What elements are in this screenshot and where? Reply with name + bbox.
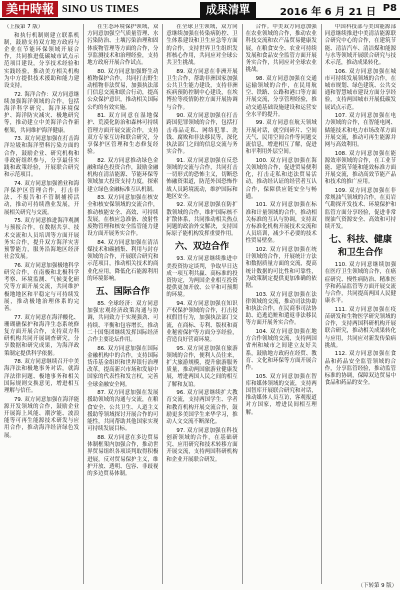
paragraph: 88. 双方同意在多边贸易体制框架内加强合作，推动世界贸易组织各项谈判取得积极进展，反对贸易保护主义，维护开放、透明、包容、非歧视的多边贸易体制。 [87, 434, 159, 477]
section-heading: 七、科技、健康和卫生合作 [328, 235, 392, 259]
paragraph: 85. 全球经济：双方同意加强宏观经济政策沟通与协调，共同致力于实现强劲、可持续、平衡和包容增长，推动二十国集团继续发挥国际经济合作主要论坛作用。 [87, 301, 159, 344]
paragraph: 91. 双方同意加强在反恐领域的交流与合作，共同打击一切形式的恐怖主义，切断恐怖融资渠道，防范外国恐怖作战人员跨境流动，维护国际和地区安全。 [166, 157, 238, 200]
paragraph: 86. 双方同意加强在国际金融机构中的合作，支持国际货币基金组织和世界银行治理改革，提高新兴市场和发展中国家的代表性和发言权，完善全球金融安全网。 [87, 345, 159, 388]
paragraph: 101. 双方同意加强在标准和计量领域的合作，推动相关标准的互认与协调，支持双方标准化机构开展技术交流和人员培训，减少不必要的技术性贸易壁垒。 [245, 202, 317, 245]
paragraph: 98. 双方同意加强在交通运输领域的合作，在民用航空、铁路、公路和港口等方面开展交流，分享管理经验，推动交通基础设施建设和运营安全水平的提升。 [245, 75, 317, 118]
paragraph: 82. 双方同意推动绿色金融和绿色投资合作，鼓励金融机构在清洁能源、节能环保等领域加大投资支持力度，探索建立绿色金融标准互认机制。 [87, 157, 159, 193]
paragraph: 90. 双方同意加强在打击跨国犯罪领域的合作，包括打击毒品走私、网络犯罪、洗钱、腐败和非法移民等，深化执法部门之间的信息交流与务实合作。 [166, 113, 238, 156]
paragraph: 104. 双方同意加强在地方合作领域的交流，支持两国省州和城市之间建立友好关系，鼓励地方政府在经贸、教育、文化和环保等方面开展合作。 [245, 329, 317, 372]
paragraph: 81. 双方同意在湿地保护、荒漠化防治和森林可持续管理方面开展交流合作，支持双方专家互访和联合研究，分享保护区管理和生态修复经验。 [87, 113, 159, 156]
issue-date: 2016 年 6 月 21 日 [279, 7, 376, 18]
article-columns [4, 24, 396, 584]
paragraph: 77. 双方同意在海洋酸化、珊瑚礁保护和海洋生态系统修复方面开展合作，支持双方科研机构共同开展调查研究，分享数据和研究成果，为海洋政策制定提供科学依据。 [4, 314, 80, 357]
paragraph: 99. 双方同意在航天领域开展对话，就空间碎片、空间天气、民用空间合作等问题交流信息，增进相互了解，促进和平利用外层空间。 [245, 120, 317, 156]
paragraph: 73. 双方同意加强在打击海洋垃圾和海洋塑料污染方面的合作，鼓励企业、研究机构和非政府组织参与，分享最佳实践和政策经验，开展联合研究和示范项目。 [4, 136, 80, 179]
text-column [162, 24, 237, 584]
section-heading: 五、国际合作 [95, 287, 150, 298]
text-column [321, 24, 396, 584]
page-number: P8 [382, 3, 397, 14]
paragraph: 108. 双方同意加强在能源效率领域的合作，在工业节能、建筑节能和能效标准方面开展交流，推动高效节能产品和技术的推广应用。 [324, 150, 396, 186]
text-column [4, 24, 79, 584]
paragraph: 109. 双方同意加强在非常规油气领域的合作，在页岩气勘探开发技术、环境保护和监管方面分享经验，促进非常规油气资源安全、高效和可持续开发。 [324, 188, 396, 231]
paragraph: 中国科技部与美国能源部同意继续推进中美清洁能源联合研究中心的合作，在建筑节能、清洁汽车、清洁煤和能源与水等领域开展联合研究与技术示范，推动成果转化。 [324, 24, 396, 67]
paragraph: 合作。中美双方同意加强在农业领域的合作，推动农业科技交流和农产品贸易健康发展，在粮食安全、农业可持续发展和食品安全监管方面开展务实合作，共同应对全球农业挑战。 [245, 24, 317, 74]
section-heading: 六、双边合作 [174, 242, 229, 253]
paragraph: 105. 双方同意加强在智库和媒体领域的交流，支持两国智库开展联合研究和对话，推动媒体人员互访，客观报道对方国家，增进民间相互理解。 [245, 373, 317, 416]
paragraph: 110. 双方同意继续加强在医疗卫生领域的合作，在癌症研究、慢性病防治、精准医学和药品监管等方面开展交流与合作，共同提高两国人民健康水平。 [324, 262, 396, 305]
paragraph: 102. 双方同意加强在统计领域的合作，开展统计方法和数据质量方面的交流，提高统计数据的可比性和可靠性，为政策制定提供更加准确的依据。 [245, 247, 317, 290]
paragraph: 72. 海洋合作：双方同意继续加强海洋领域的合作，包括海洋科学研究、海洋环境保护、海洋防灾减灾、极地研究等，推动建立中美海洋合作新框架，共同维护海洋健康。 [4, 91, 80, 134]
paragraph: 103. 双方同意加强在法律领域的交流，推动司法协助和执法合作，在民商事司法协助、追逃追赃和遣返非法移民等方面开展务实合作。 [245, 291, 317, 327]
paragraph: 79. 双方同意加强在海洋能源开发领域的合作，鼓励企业开展海上风能、潮汐能、波浪能等可再生能源技术研发与应用合作，推动海洋经济绿色发展。 [4, 396, 80, 439]
paragraph: 78. 双方同意继续召开中美海洋法和极地事务对话，就海洋法律问题、极地事务和相关国际规则交换意见，增进相互理解与信任。 [4, 359, 80, 395]
text-column [83, 24, 158, 584]
paragraph: 75. 双方同意推进海洋观测与预报合作，在数据共享、技术交流和人员培训等方面开展务实合作，提升双方海洋灾害预警能力，服务沿海地区经济社会发展。 [4, 218, 80, 261]
paragraph: 在全球卫生领域，双方同意继续加强在传染病防控、卫生体系建设和卫生应急等方面的合作，支持世界卫生组织发挥核心作用，共同应对全球公共卫生挑战。 [166, 24, 238, 67]
paragraph: 80. 双方同意加强野生动植物保护合作，共同打击野生动植物非法贸易，加强执法部门信息交流和联合行动，提高公众保护意识，推动相关国际公约的有效实施。 [87, 68, 159, 111]
paragraph: 94. 双方同意加强在知识产权保护领域的合作，打击侵权假冒行为，加强执法部门交流，在商标、专利、版权和商业秘密保护等方面分享经验，营造良好营商环境。 [166, 301, 238, 344]
paragraph: 95. 双方同意加强在旅游领域的合作，便利人员往来，扩大旅游规模，提升旅游服务质量，推动两国旅游业健康发展，增进两国人民之间的相互了解和友谊。 [166, 345, 238, 388]
paragraph: 107. 双方同意加强在电力领域的合作，在智能电网、储能技术和电力市场改革方面开展交流，推动可再生能源并网与高效利用。 [324, 113, 396, 149]
paragraph: 76. 双方同意加强极地科学研究合作，在南极和北极科学考察、环境监测、气候变化研究等方面开展交流，共同维护极地地区和平稳定与可持续发展，推动极地治理体系的完善。 [4, 262, 80, 313]
newspaper-logo: 美中時報 [2, 1, 58, 17]
paragraph: 74. 双方同意加强渔业和海洋保护区管理合作，打击非法、不报告和不管制捕捞活动，推动可持续渔业发展，开展相关研究与交流。 [4, 180, 80, 216]
paragraph: 100. 双方同意加强在海关领域的合作，促进贸易便利化，打击走私和违法贸易活动，推动经认证的经营者互认合作，保障供应链安全与畅通。 [245, 157, 317, 200]
paragraph: 106. 双方同意加强在城市可持续发展领域的合作，在城市规划、绿色建筑、公共交通和智慧城市建设方面分享经验，支持两国城市开展低碳发展试点示范。 [324, 68, 396, 111]
paragraph: 83. 双方同意加强在核安全和核安保领域的交流合作，推动核能安全、高效、可持续发展，在核应急准备、放射性废物管理和核安全监管能力建设方面开展务实合作。 [87, 195, 159, 238]
paragraph: 112. 双方同意加强在食品和药品安全监管领域的合作，分享监管经验，推动监管标准的协调，保障双边贸易中食品和药品的安全。 [324, 351, 396, 387]
text-column [242, 24, 317, 584]
newspaper-name-en: SINO US TIMES [62, 3, 139, 15]
paragraph: 84. 双方同意加强在清洁煤技术和碳捕集、利用与封存领域的合作，开展联合研究和示范项目，推动相关技术的商业化应用，降低化石能源利用的环境影响。 [87, 239, 159, 282]
paragraph: 92. 双方同意加强在防扩散领域的合作，维护国际核不扩散体系，共同推动相关热点问题的政治外交解决，支持国际原子能机构发挥重要作用。 [166, 202, 238, 238]
paragraph: 97. 双方同意加强在科技创新领域的合作，在基础研究、应用研究和技术转移方面开展交流，支持两国科研机构和企业开展联合研发。 [166, 427, 238, 463]
paragraph: （上接第 7 版） [4, 24, 44, 30]
masthead [0, 0, 400, 20]
section-title: 成果清單 [200, 2, 256, 18]
paragraph: 89. 双方同意在非洲开展卫生合作，帮助非洲国家加强公共卫生能力建设，支持非洲疾病预防控制中心建设，在埃博拉等疫情防控方面开展协调与合作。 [166, 68, 238, 111]
paragraph: 96. 双方同意继续扩大教育交流，支持两国学生、学者和教育机构开展交流合作，鼓励更多美国学生来华学习，推动人文交流不断深化。 [166, 390, 238, 426]
paragraph: 87. 双方同意加强在发展援助领域的沟通与交流，在粮食安全、公共卫生、人道主义援助等领域探讨开展合作的可能性，共同帮助其他国家实现可持续发展目标。 [87, 390, 159, 433]
paragraph: 93. 双方同意继续推进中美投资协定谈判，争取早日达成一项互利共赢、高标准的投资协定，为两国企业相互投资提供更加开放、公平和可预期的环境。 [166, 256, 238, 299]
paragraph: 在生态环境保护领域，双方同意加强空气质量管理、水污染防治、土壤污染治理和固体废物管理等方面的合作，分享监测技术和治理经验，支持地方政府开展合作试点。 [87, 24, 159, 67]
paragraph: 和执行机制则建立联系机制，鼓励支持双方地方政府与企业在节能环保领域开展合作，共同推进低碳城市试点示范项目建设，分享技术经验和实践经验，推动美方相关机构为中方提供技术援助和能力建设支持。 [4, 32, 80, 90]
paragraph: 111. 双方同意加强在疫苗研发和生物医学研究领域的合作，支持两国科研机构开展联合研究，推动相关成果转化与应用，共同应对新发传染病挑战。 [324, 306, 396, 349]
continued-note: （下转第 9 版） [357, 583, 397, 589]
